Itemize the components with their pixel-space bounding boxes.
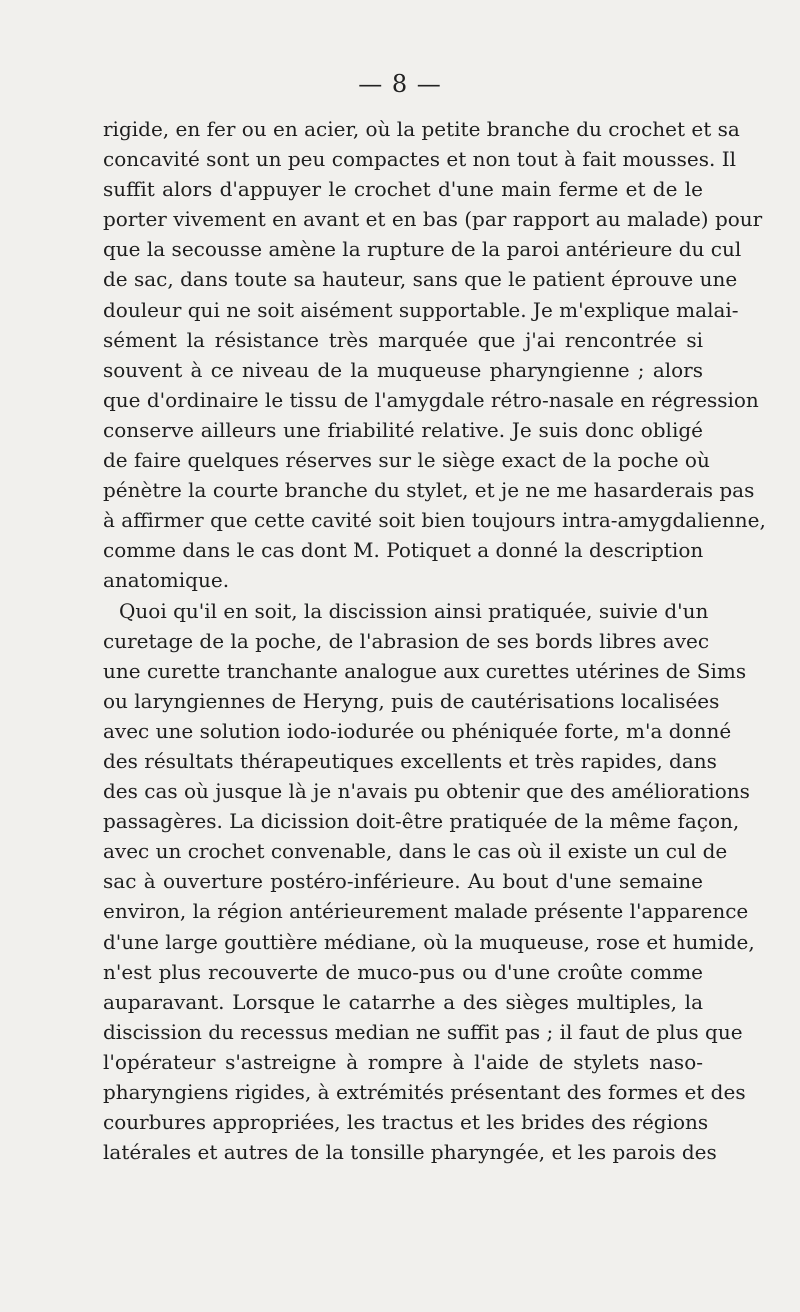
text-line: pharyngiens rigides, à extrémités présentant des formes et des [103, 1080, 746, 1104]
text-line: passagères. La dicission doit-être pratiquée de la même façon, [103, 809, 740, 834]
text-line: discission du recessus median ne suffit pas ; il faut de plus que [103, 1019, 743, 1044]
text-line-paragraph-start: Quoi qu'il en soit, la discission ainsi pratiquée, suivie d'un [119, 598, 709, 623]
text-line: sac à ouverture postéro-inférieure. Au bout d'une semaine [103, 869, 703, 894]
text-line: auparavant. Lorsque le catarrhe a des sièges multiples, la [103, 989, 703, 1014]
text-line: curetage de la poche, de l'abrasion de ses bords libres avec [103, 628, 710, 653]
text-line: une curette tranchante analogue aux curettes utérines de Sims [103, 658, 747, 683]
text-line: de faire quelques réserves sur le siège exact de la poche où [103, 448, 710, 473]
text-line: avec un crochet convenable, dans le cas où il existe un cul de [103, 839, 728, 864]
body-text [103, 114, 766, 1167]
text-line: suffit alors d'appuyer le crochet d'une main ferme et de le [103, 177, 703, 202]
text-line: conserve ailleurs une friabilité relative. Je suis donc obligé [103, 417, 703, 442]
text-line: concavité sont un peu compactes et non tout à fait mousses. Il [103, 147, 737, 172]
text-line: des cas où jusque là je n'avais pu obtenir que des améliorations [103, 779, 750, 804]
text-line: anatomique. [103, 568, 230, 593]
text-line: sément la résistance très marquée que j'ai rencontrée si [103, 327, 703, 352]
text-line: de sac, dans toute sa hauteur, sans que le patient éprouve une [103, 267, 738, 292]
text-line: rigide, en fer ou en acier, où la petite branche du crochet et sa [103, 117, 740, 141]
text-line: des résultats thérapeutiques excellents et très rapides, dans [103, 748, 717, 773]
text-line: ou laryngiennes de Heryng, puis de cautérisations localisées [103, 688, 720, 713]
text-line: environ, la région antérieurement malade présente l'apparence [103, 899, 749, 924]
text-line: l'opérateur s'astreigne à rompre à l'aide de stylets naso- [103, 1049, 703, 1074]
text-line: latérales et autres de la tonsille pharyngée, et les parois des [103, 1140, 717, 1165]
text-line: comme dans le cas dont M. Potiquet a donné la description [103, 538, 704, 563]
text-line: courbures appropriées, les tractus et les brides des régions [103, 1110, 709, 1135]
text-line: d'une large gouttière médiane, où la muqueuse, rose et humide, [103, 929, 755, 954]
text-line: n'est plus recouverte de muco-pus ou d'une croûte comme [103, 959, 703, 984]
text-line: que la secousse amène la rupture de la paroi antérieure du cul [103, 237, 742, 262]
text-line: souvent à ce niveau de la muqueuse pharyngienne ; alors [103, 357, 703, 382]
text-line: que d'ordinaire le tissu de l'amygdale rétro-nasale en régression [103, 387, 759, 412]
text-line: douleur qui ne soit aisément supportable. Je m'explique malai- [103, 297, 739, 322]
text-line: avec une solution iodo-iodurée ou phéniquée forte, m'a donné [103, 718, 732, 743]
text-line: à affirmer que cette cavité soit bien toujours intra-amygdalienne, [103, 508, 766, 533]
page-number: — 8 — [358, 70, 442, 98]
text-line: porter vivement en avant et en bas (par rapport au malade) pour [103, 207, 763, 232]
text-line: pénètre la courte branche du stylet, et je ne me hasarderais pas [103, 478, 755, 503]
